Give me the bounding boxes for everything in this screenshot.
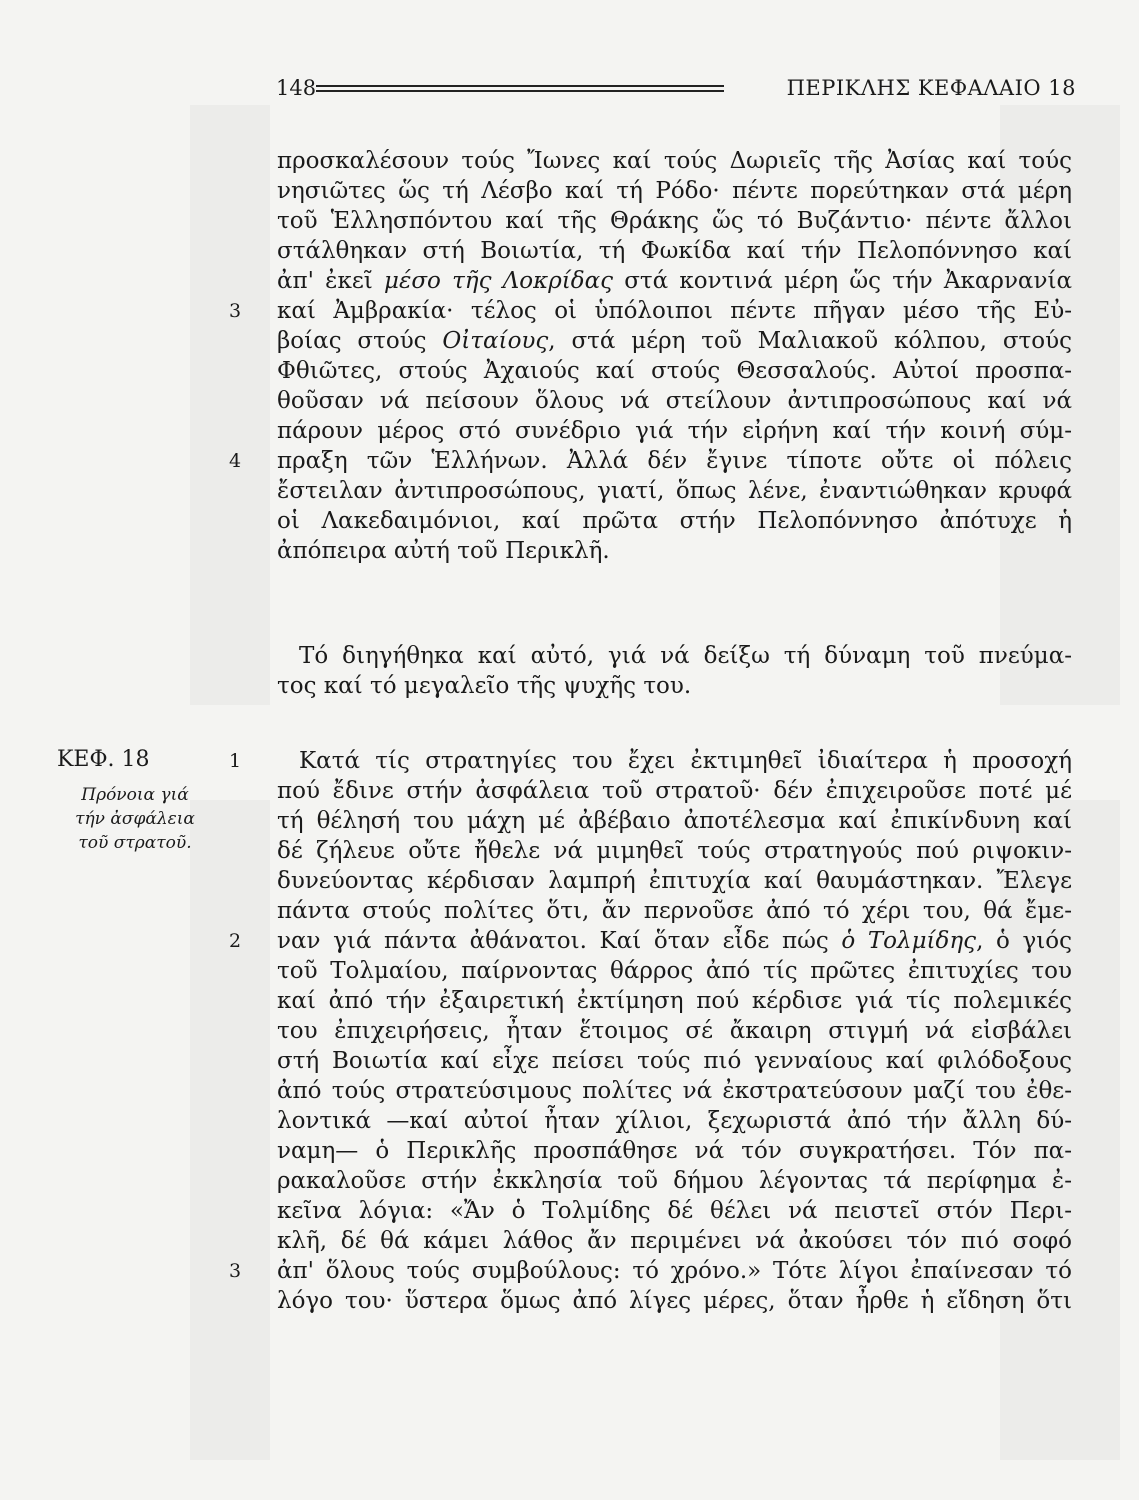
text-line: Τό διηγήθηκα καί αὐτό, γιά νά δείξω τή δύναμη τοῦ πνεύμα- [299,643,1072,669]
text-line: νησιῶτες ὥς τή Λέσβο καί τή Ρόδο· πέντε πορεύτηκαν στά μέρη [277,178,1072,204]
text-line: πραξη τῶν Ἑλλήνων. Ἀλλά δέν ἔγινε τίποτε οὔτε οἱ πόλεις [277,448,1072,474]
text-line: δυνεύοντας κέρδισαν λαμπρή ἐπιτυχία καί θαυμάστηκαν. Ἔλεγε [277,868,1072,894]
paragraph-number: 1 [229,750,242,772]
sidenote-line: τοῦ στρατοῦ. [78,833,192,853]
text-span: βοίας στούς [277,328,443,354]
text-line: ναμη— ὁ Περικλῆς προσπάθησε νά τόν συγκρατήσει. Τόν πα- [277,1138,1072,1164]
text-span: ναν γιά πάντα ἀθάνατοι. Καί ὅταν εἶδε πώς [277,928,842,954]
text-line: ἀπόπειρα αὐτή τοῦ Περικλῆ. [277,538,610,564]
text-line: τή θέλησή του μάχη μέ ἀβέβαιο ἀποτέλεσμα καί ἐπικίνδυνη καί [277,808,1072,834]
chapter-label: ΚΕΦ. 18 [57,747,150,772]
text-line: πάντα στούς πολίτες ὅτι, ἄν περνοῦσε ἀπό τό χέρι του, θά ἔμε- [277,898,1072,924]
text-line: πάρουν μέρος στό συνέδριο γιά τήν εἰρήνη καί τήν κοινή σύμ- [277,418,1072,444]
text-line: ρακαλοῦσε στήν ἐκκλησία τοῦ δήμου λέγοντας τά περίφημα ἐ- [277,1168,1072,1194]
text-line: ἔστειλαν ἀντιπροσώπους, γιατί, ὅπως λένε, ἐναντιώθηκαν κρυφά [277,478,1072,504]
page-number: 148 [276,76,317,100]
sidenote-line: Πρόνοια γιά [81,785,189,805]
running-title: ΠΕΡΙΚΛΗΣ ΚΕΦΑΛΑΙΟ 18 [786,76,1076,100]
text-line: ἀπό τούς στρατεύσιμους πολίτες νά ἐκστρατεύσουν μαζί του ἐθε- [277,1078,1072,1104]
text-line: λόγο του· ὕστερα ὅμως ἀπό λίγες μέρες, ὅταν ἦρθε ἡ εἴδηση ὅτι [277,1288,1072,1314]
text-line: ἀπ' ὅλους τούς συμβούλους: τό χρόνο.» Τότε λίγοι ἐπαίνεσαν τό [277,1258,1072,1284]
text-line: στή Βοιωτία καί εἶχε πείσει τούς πιό γενναίους καί φιλόδοξους [277,1048,1072,1074]
text-span: στά κοντινά μέρη ὥς τήν Ἀκαρνανία [613,268,1072,294]
header-double-rule [316,85,724,92]
text-line: προσκαλέσουν τούς Ἴωνες καί τούς Δωριεῖς τῆς Ἀσίας καί τούς [277,148,1072,174]
text-line: του ἐπιχειρήσεις, ἦταν ἕτοιμος σέ ἄκαιρη στιγμή νά εἰσβάλει [277,1018,1072,1044]
text-line: Φθιῶτες, στούς Ἀχαιούς καί στούς Θεσσαλούς. Αὐτοί προσπα- [277,358,1072,384]
text-line [277,926,1072,956]
text-line: κλῆ, δέ θά κάμει λάθος ἄν περιμένει νά ἀκούσει τόν πιό σοφό [277,1228,1072,1254]
show-through-shade [190,105,270,705]
text-line: πού ἔδινε στήν ἀσφάλεια τοῦ στρατοῦ· δέν ἐπιχειροῦσε ποτέ μέ [277,778,1072,804]
text-line: καί Ἀμβρακία· τέλος οἱ ὑπόλοιποι πέντε πῆγαν μέσο τῆς Εὐ- [277,298,1072,324]
paragraph-number: 4 [229,450,242,472]
text-line [277,266,1072,296]
italic-text: ὁ Τολμίδης [841,928,977,954]
margin-sidenote [60,783,210,855]
text-line: οἱ Λακεδαιμόνιοι, καί πρῶτα στήν Πελοπόννησο ἀπότυχε ἡ [277,508,1072,534]
text-line: Κατά τίς στρατηγίες του ἔχει ἐκτιμηθεῖ ἰδιαίτερα ἡ προσοχή [299,748,1072,774]
text-line: τος καί τό μεγαλεῖο τῆς ψυχῆς του. [277,673,692,699]
text-span: , στά μέρη τοῦ Μαλιακοῦ κόλπου, στούς [548,328,1072,354]
text-line: θοῦσαν νά πείσουν ὅλους νά στείλουν ἀντιπροσώπους καί νά [277,388,1072,414]
text-line: κεῖνα λόγια: «Ἄν ὁ Τολμίδης δέ θέλει νά πειστεῖ στόν Περι- [277,1198,1072,1224]
text-line: στάλθηκαν στή Βοιωτία, τή Φωκίδα καί τήν Πελοπόννησο καί [277,238,1072,264]
text-span: , ὁ γιός [976,928,1072,954]
page-header [276,76,1076,112]
text-span: ἀπ' ἐκεῖ [277,268,385,294]
paragraph-number: 2 [229,930,242,952]
text-line [277,326,1072,356]
text-line: τοῦ Τολμαίου, παίρνοντας θάρρος ἀπό τίς πρῶτες ἐπιτυχίες του [277,958,1072,984]
sidenote-line: τήν ἀσφάλεια [75,809,195,829]
italic-text: μέσο τῆς Λοκρίδας [384,268,613,294]
text-line: λοντικά —καί αὐτοί ἦταν χίλιοι, ξεχωριστά ἀπό τήν ἄλλη δύ- [277,1108,1072,1134]
text-line: δέ ζήλευε οὔτε ἤθελε νά μιμηθεῖ τούς στρατηγούς πού ριψοκιν- [277,838,1072,864]
text-line: τοῦ Ἑλλησπόντου καί τῆς Θράκης ὥς τό Βυζάντιο· πέντε ἄλλοι [277,208,1072,234]
italic-text: Οἰταίους [442,328,549,354]
text-line: καί ἀπό τήν ἐξαιρετική ἐκτίμηση πού κέρδισε γιά τίς πολεμικές [277,988,1072,1014]
show-through-shade [190,800,270,1460]
paragraph-number: 3 [229,300,242,322]
paragraph-number: 3 [229,1260,242,1282]
